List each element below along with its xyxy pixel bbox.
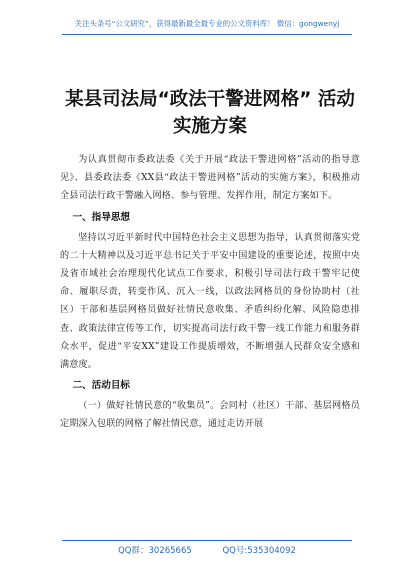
- intro-paragraph: 为认真贯彻市委政法委《关于开展“政法干警进网格”活动的指导意见》、县委政法委《XX县“政法干警进网格”活动的实施方案》，积极推动全县司法行政干警融入网格、参与管理、发挥作用，制定方案如下。: [60, 155, 360, 202]
- footer-contact: [62, 540, 352, 556]
- activity-goals-paragraph: （一）做好社情民意的“收集员”。会同村（社区）干部、基层网格员定期深入包联的网格了解社情民意，通过走访开展: [60, 401, 360, 430]
- guiding-ideology-paragraph: 坚持以习近平新时代中国特色社会主义思想为指导，认真贯彻落实党的二十大精神以及习近平总书记关于平安中国建设的重要论述，按照中央及省市域社会治理现代化试点工作要求，积极引导司法行政干警牢记使命、履职尽责，转变作风、沉入一线，以政法网格员的身份协助村（社区）干部和基层网格员做好社情民意收集、矛盾纠纷化解、风险隐患排查、政策法律宣传等工作，切实提高司法行政干警一线工作能力和服务群众水平，促进“平安XX”建设工作提质增效，不断增强人民群众安全感和满意度。: [60, 232, 360, 371]
- footer-qq-number: QQ号:535304092: [222, 546, 296, 556]
- section-heading-guiding-ideology: 一、指导思想: [72, 211, 131, 223]
- footer-qq-group: QQ群：30265665: [118, 546, 192, 556]
- document-title: 某县司法局“政法干警进网格” 活动实施方案: [65, 89, 355, 137]
- header-banner: 关注头条号“公文研究”，获得最新最全最专业的公文资料库！ 微信：gongwenyj: [62, 18, 352, 35]
- document-body: [60, 151, 360, 434]
- section-heading-activity-goals: 二、活动目标: [72, 380, 131, 392]
